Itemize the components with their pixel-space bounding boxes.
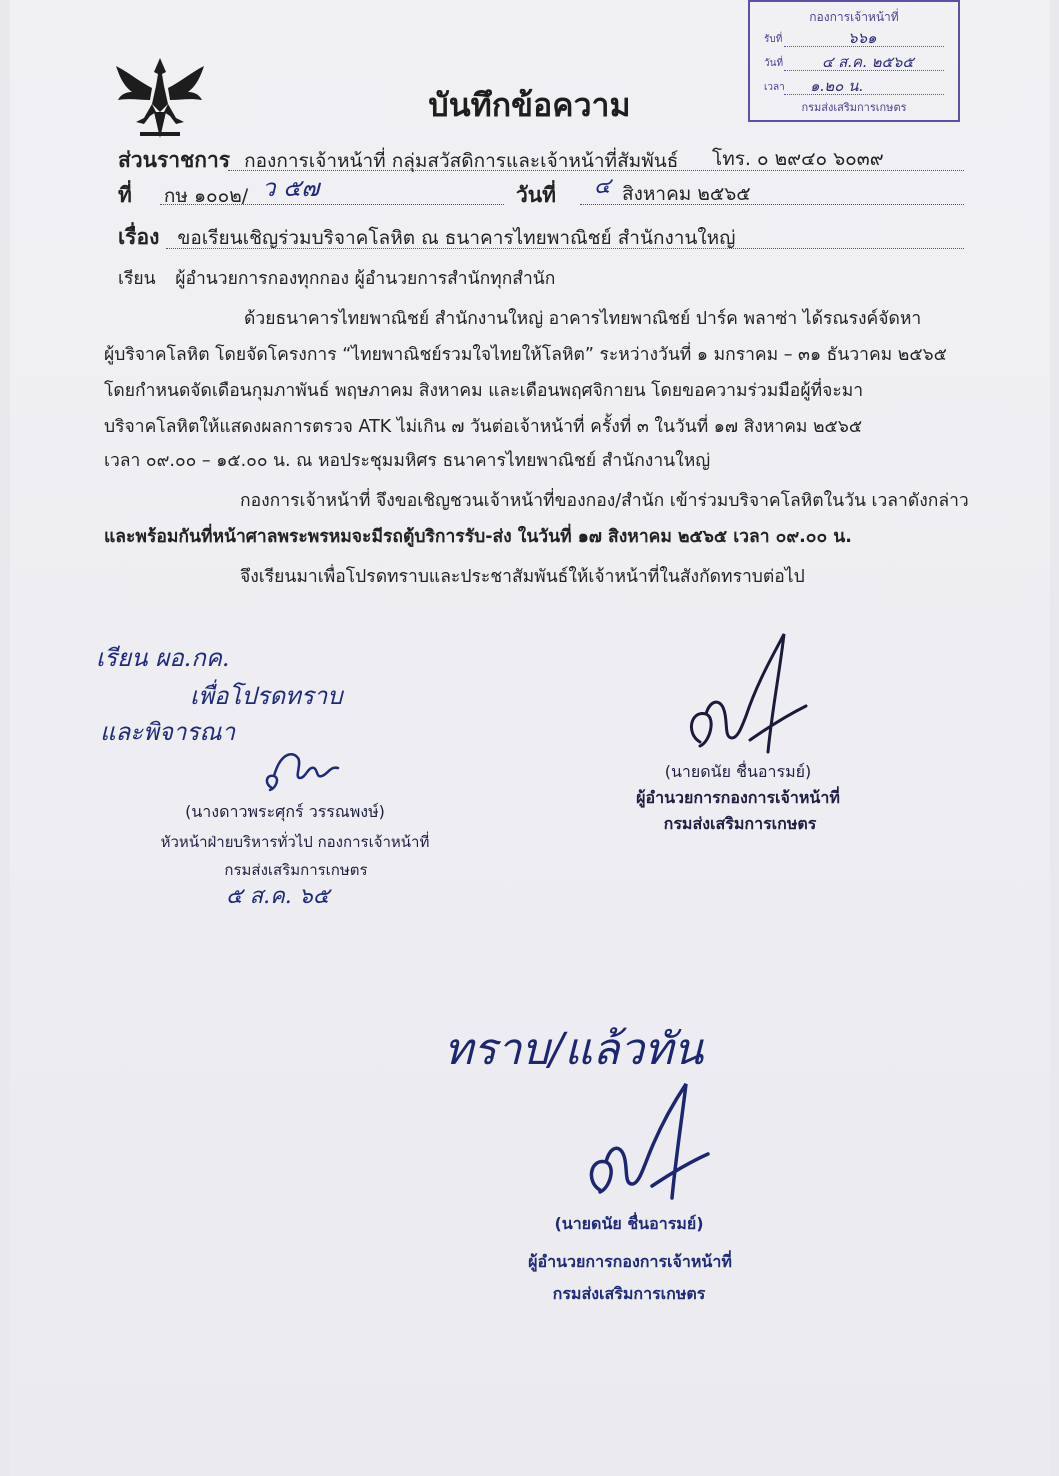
receiving-stamp bbox=[748, 0, 960, 122]
body-p1-line3: โดยกำหนดจัดเดือนกุมภาพันธ์ พฤษภาคม สิงหาคม และเดือนพฤศจิกายน โดยขอความร่วมมือผู้ที่จะมา bbox=[104, 381, 864, 401]
signature-right bbox=[680, 630, 810, 760]
note-left-hand-line2: เพื่อโปรดทราบ bbox=[190, 682, 343, 710]
body-p1-line1: ด้วยธนาคารไทยพาณิชย์ สำนักงานใหญ่ อาคารไทยพาณิชย์ ปาร์ค พลาซ่า ได้รณรงค์จัดหา bbox=[244, 309, 922, 329]
agency-label: ส่วนราชการ bbox=[118, 148, 231, 172]
date-value: สิงหาคม ๒๕๖๕ bbox=[622, 183, 751, 205]
to-value: ผู้อำนวยการกองทุกกอง ผู้อำนวยการสำนักทุกสำนัก bbox=[175, 269, 556, 289]
final-position: ผู้อำนวยการกองการเจ้าหน้าที่ bbox=[528, 1252, 732, 1271]
final-dept: กรมส่งเสริมการเกษตร bbox=[552, 1284, 706, 1303]
note-left-hand-line1: เรียน ผอ.กค. bbox=[96, 644, 230, 672]
stamp-time-value: ๑.๒๐ น. bbox=[810, 77, 864, 95]
stamp-receive-value: ๖๖๑ bbox=[848, 29, 877, 47]
ref-handwritten: ว ๕๗ bbox=[262, 174, 320, 202]
ref-label: ที่ bbox=[118, 183, 132, 207]
final-name: (นายดนัย ชื่นอารมย์) bbox=[554, 1214, 704, 1233]
ref-row bbox=[118, 179, 248, 212]
signer-right-position: ผู้อำนวยการกองการเจ้าหน้าที่ bbox=[636, 788, 840, 807]
ref-value: กษ ๑๐๐๒/ bbox=[163, 185, 249, 207]
body-p3: จึงเรียนมาเพื่อโปรดทราบและประชาสัมพันธ์ให้เจ้าหน้าที่ในสังกัดทราบต่อไป bbox=[240, 567, 805, 587]
signature-left bbox=[258, 744, 348, 794]
note-left-name: (นางดาวพระศุกร์ วรรณพงษ์) bbox=[185, 802, 385, 821]
stamp-receive-label: รับที่ bbox=[764, 34, 783, 45]
body-p1-line5: เวลา ๐๙.๐๐ – ๑๕.๐๐ น. ณ หอประชุมมหิศร ธนาคารไทยพาณิชย์ สำนักงานใหญ่ bbox=[104, 451, 711, 471]
subject-value: ขอเรียนเชิญร่วมบริจาคโลหิต ณ ธนาคารไทยพาณิชย์ สำนักงานใหญ่ bbox=[177, 227, 736, 249]
signer-right-name: (นายดนัย ชื่นอารมย์) bbox=[664, 762, 812, 781]
note-left-hand-date: ๕ ส.ค. ๖๕ bbox=[226, 884, 330, 909]
subject-label: เรื่อง bbox=[118, 225, 160, 249]
note-left-position: หัวหน้าฝ่ายบริหารทั่วไป กองการเจ้าหน้าที่ bbox=[160, 833, 430, 851]
note-left-dept: กรมส่งเสริมการเกษตร bbox=[224, 861, 368, 879]
body-p1-line4: บริจาคโลหิตให้แสดงผลการตรวจ ATK ไม่เกิน ๗ วันต่อเจ้าหน้าที่ ครั้งที่ ๓ ในวันที่ ๑๗ สิงหาคม ๒๕๖๕ bbox=[104, 417, 863, 437]
to-row bbox=[118, 264, 555, 292]
memo-title: บันทึกข้อความ bbox=[428, 86, 631, 124]
body-p1-line2: ผู้บริจาคโลหิต โดยจัดโครงการ “ไทยพาณิชย์รวมใจไทยให้โลหิต” ระหว่างวันที่ ๑ มกราคม – ๓๑ ธันวาคม ๒๕๖๕ bbox=[104, 345, 947, 365]
note-left-hand-line3: และพิจารณา bbox=[100, 718, 236, 746]
agency-value: กองการเจ้าหน้าที่ กลุ่มสวัสดิการและเจ้าหน้าที่สัมพันธ์ bbox=[244, 150, 679, 172]
stamp-header: กองการเจ้าหน้าที่ bbox=[809, 10, 899, 24]
date-label: วันที่ bbox=[516, 183, 556, 207]
signature-final bbox=[582, 1082, 712, 1202]
signer-right-dept: กรมส่งเสริมการเกษตร bbox=[663, 814, 817, 833]
stamp-footer: กรมส่งเสริมการเกษตร bbox=[801, 101, 907, 114]
phone: โทร. ๐ ๒๙๔๐ ๖๐๓๙ bbox=[712, 148, 884, 170]
stamp-date-label: วันที่ bbox=[764, 58, 784, 69]
date-handwritten: ๔ bbox=[594, 174, 611, 199]
final-hand-text: ทราบ/แล้วทัน bbox=[444, 1024, 704, 1075]
to-label: เรียน bbox=[118, 269, 156, 289]
body-p2-line2: และพร้อมกันที่หน้าศาลพระพรหมจะมีรถตู้บริการรับ-ส่ง ในวันที่ ๑๗ สิงหาคม ๒๕๖๕ เวลา ๐๙.๐๐ น. bbox=[104, 527, 852, 547]
stamp-time-label: เวลา bbox=[764, 82, 785, 93]
subject-row bbox=[118, 221, 735, 254]
date-row bbox=[516, 179, 556, 212]
stamp-date-value: ๔ ส.ค. ๒๕๖๕ bbox=[822, 53, 914, 71]
body-p2-line1: กองการเจ้าหน้าที่ จึงขอเชิญชวนเจ้าหน้าที่ของกอง/สำนัก เข้าร่วมบริจาคโลหิตในวัน เวลาดังกล่าว bbox=[240, 491, 969, 511]
